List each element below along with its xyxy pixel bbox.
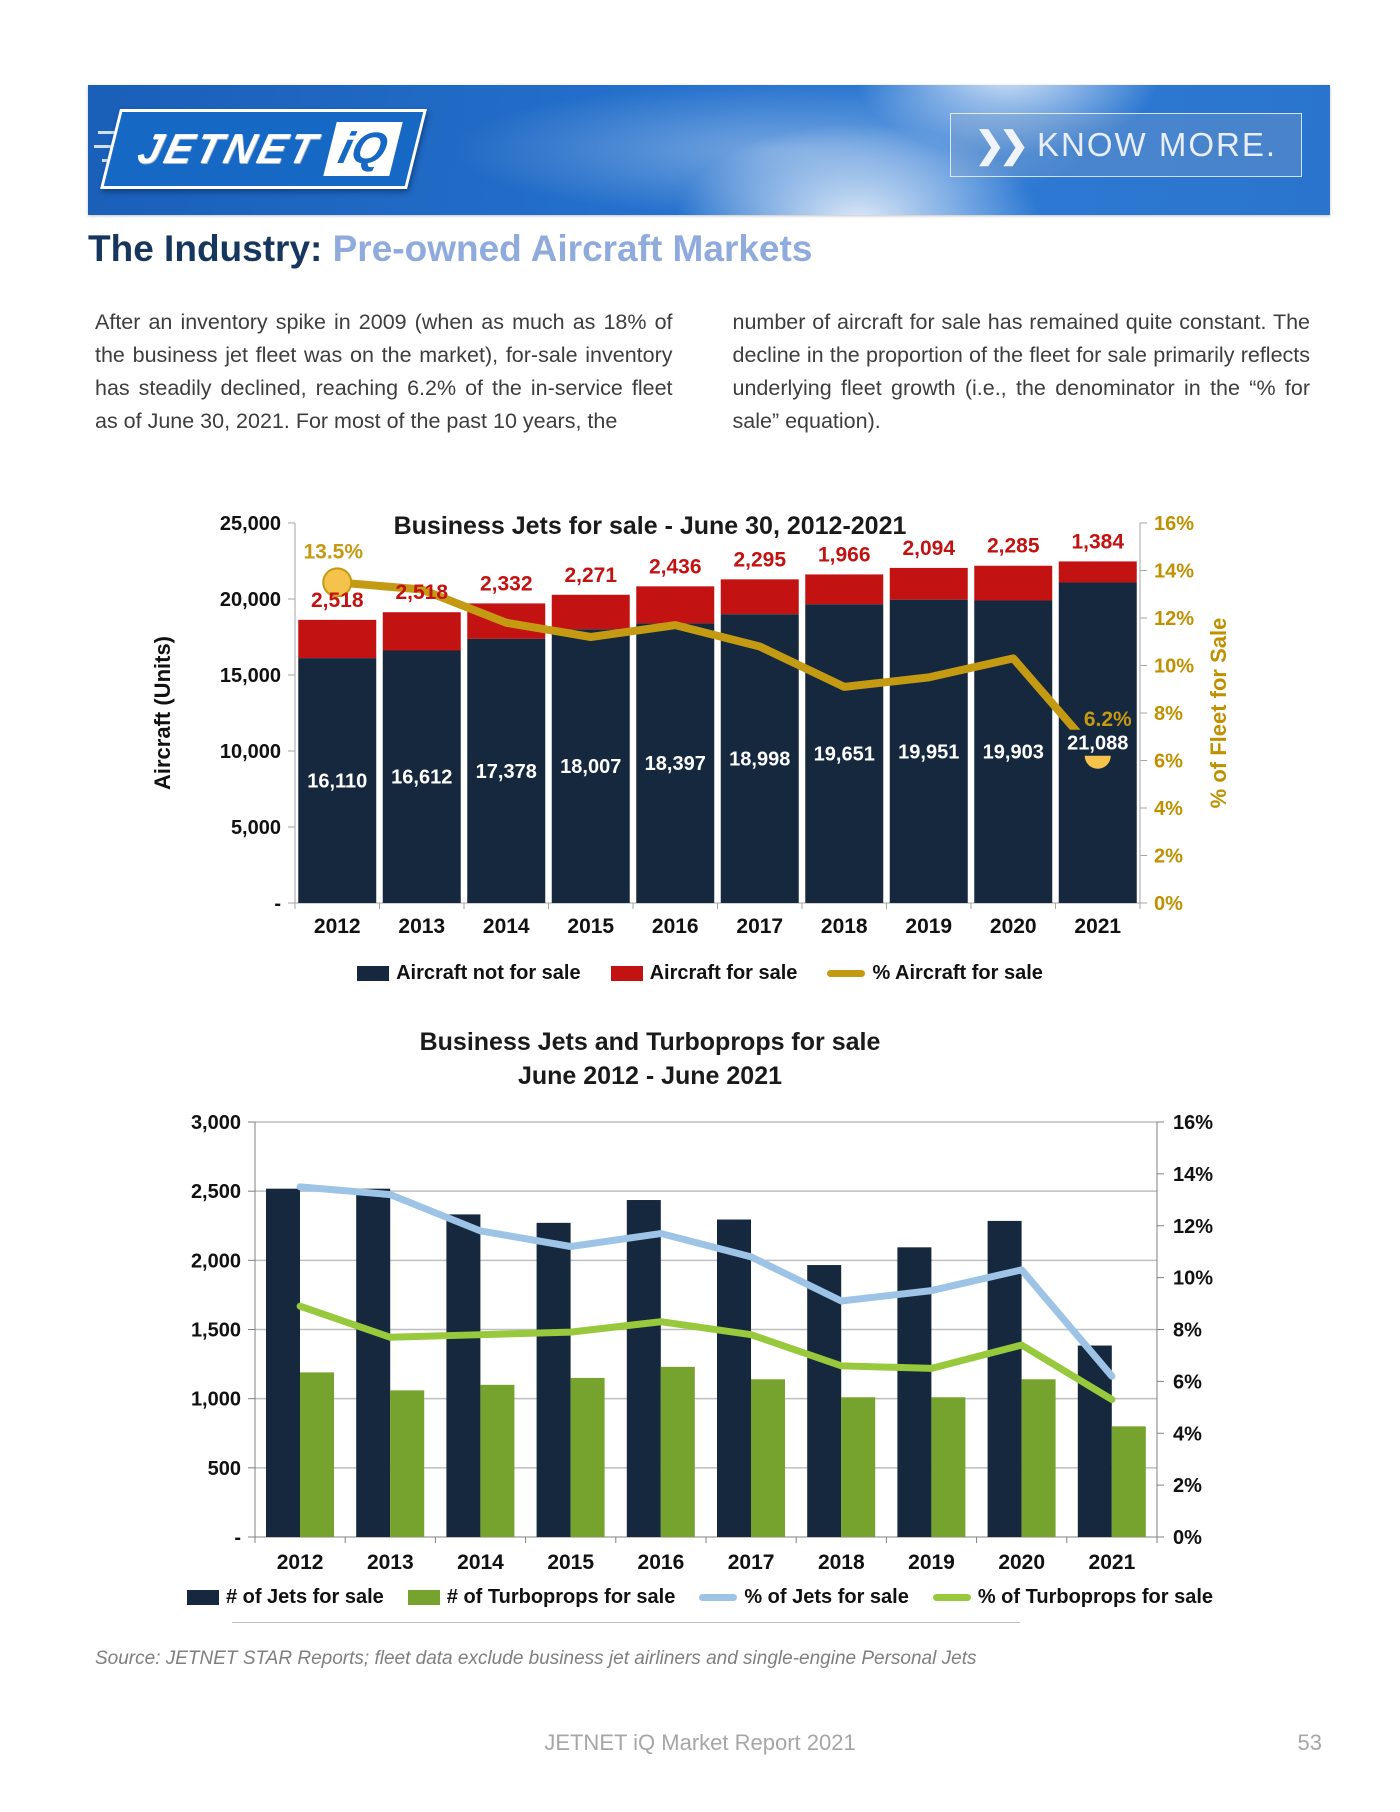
svg-text:1,000: 1,000 <box>190 1388 241 1411</box>
svg-text:3,000: 3,000 <box>190 1112 241 1134</box>
svg-text:8%: 8% <box>1154 703 1183 725</box>
svg-text:18,998: 18,998 <box>729 748 791 771</box>
svg-text:1,384: 1,384 <box>1071 530 1125 554</box>
logo-box <box>100 109 427 189</box>
legend-item <box>699 1586 909 1609</box>
svg-text:16%: 16% <box>1173 1112 1214 1134</box>
chart1-legend <box>140 962 1260 985</box>
legend-bar-swatch <box>408 1590 440 1605</box>
svg-text:2015: 2015 <box>567 915 615 938</box>
svg-text:2014: 2014 <box>482 915 530 938</box>
svg-text:12%: 12% <box>1173 1215 1214 1238</box>
svg-text:2,271: 2,271 <box>564 563 618 587</box>
svg-text:16,110: 16,110 <box>307 770 368 793</box>
legend-item <box>187 1586 384 1609</box>
svg-text:18,397: 18,397 <box>644 753 706 776</box>
svg-text:14%: 14% <box>1173 1163 1214 1186</box>
svg-text:17,378: 17,378 <box>475 760 537 783</box>
footer-page-number: 53 <box>1297 1730 1322 1755</box>
svg-text:14%: 14% <box>1154 560 1195 583</box>
svg-text:2020: 2020 <box>998 1551 1046 1574</box>
legend-label: # of Turboprops for sale <box>446 1586 676 1608</box>
svg-text:19,951: 19,951 <box>898 741 960 764</box>
svg-text:19,651: 19,651 <box>813 743 875 766</box>
svg-text:2,285: 2,285 <box>986 534 1040 558</box>
svg-text:2018: 2018 <box>817 1551 865 1574</box>
body-text <box>95 306 1310 438</box>
svg-text:2%: 2% <box>1154 845 1183 868</box>
chart2-title-line2: June 2012 - June 2021 <box>517 1062 783 1090</box>
svg-text:16%: 16% <box>1154 513 1195 535</box>
logo-jetnet-text: JETNET <box>133 125 325 172</box>
svg-text:% of Fleet for Sale: % of Fleet for Sale <box>1206 617 1231 809</box>
legend-label: Aircraft not for sale <box>396 962 581 984</box>
svg-text:2013: 2013 <box>398 915 446 938</box>
svg-text:0%: 0% <box>1154 893 1183 915</box>
svg-text:2,518: 2,518 <box>310 588 364 612</box>
svg-text:Aircraft (Units): Aircraft (Units) <box>150 635 175 791</box>
chart1-title: Business Jets for sale - June 30, 2012-2021 <box>393 512 907 540</box>
page-title-highlight: Pre-owned Aircraft Markets <box>332 228 813 269</box>
svg-text:2020: 2020 <box>989 915 1037 938</box>
svg-text:15,000: 15,000 <box>219 665 281 687</box>
svg-text:1,966: 1,966 <box>817 543 871 567</box>
chart2-jets-turboprops-for-sale <box>140 1102 1260 1580</box>
chart1-business-jets-for-sale <box>140 498 1260 956</box>
svg-text:2016: 2016 <box>637 1551 685 1574</box>
legend-line-swatch <box>699 1594 737 1601</box>
jetnet-iq-logo <box>110 99 417 199</box>
svg-text:6%: 6% <box>1173 1371 1202 1394</box>
legend-bar-swatch <box>187 1590 219 1605</box>
know-more-badge <box>950 113 1302 177</box>
svg-text:2,518: 2,518 <box>395 581 449 605</box>
svg-text:2018: 2018 <box>820 915 868 938</box>
svg-text:2019: 2019 <box>905 915 953 938</box>
svg-text:4%: 4% <box>1173 1423 1202 1446</box>
legend-label: % Aircraft for sale <box>872 962 1043 984</box>
svg-text:2021: 2021 <box>1074 915 1122 938</box>
svg-text:2017: 2017 <box>727 1551 775 1574</box>
svg-text:21,088: 21,088 <box>1067 732 1129 755</box>
legend-label: % of Jets for sale <box>744 1586 909 1608</box>
svg-text:-: - <box>234 1527 241 1549</box>
svg-text:10%: 10% <box>1154 655 1195 678</box>
body-column-left: After an inventory spike in 2009 (when as much as 18% of the business jet fleet was on the market), for-sale inventory has steadily declined, reaching 6.2% of the in-service fleet as of June 30, 2021. For most of the past 10 years, the <box>95 310 673 433</box>
legend-item <box>611 962 798 985</box>
svg-text:2013: 2013 <box>366 1551 414 1574</box>
legend-line-swatch <box>827 970 865 977</box>
svg-text:20,000: 20,000 <box>219 589 281 611</box>
svg-text:2012: 2012 <box>276 1551 324 1574</box>
chart2-bottom-rule <box>232 1622 1020 1623</box>
legend-item <box>408 1586 676 1609</box>
svg-text:2,332: 2,332 <box>479 572 533 596</box>
svg-text:10,000: 10,000 <box>219 741 281 763</box>
svg-text:-: - <box>274 893 281 915</box>
svg-text:18,007: 18,007 <box>560 756 622 779</box>
svg-text:500: 500 <box>207 1457 241 1480</box>
source-note: Source: JETNET STAR Reports; fleet data exclude business jet airliners and single-engine Personal Jets <box>95 1648 977 1669</box>
legend-item <box>827 962 1042 985</box>
svg-text:16,612: 16,612 <box>391 766 453 789</box>
svg-text:2019: 2019 <box>908 1551 955 1574</box>
svg-text:2014: 2014 <box>457 1551 504 1574</box>
svg-text:2012: 2012 <box>313 915 361 938</box>
svg-text:2015: 2015 <box>547 1551 595 1574</box>
svg-text:1,500: 1,500 <box>190 1319 241 1342</box>
legend-item <box>357 962 580 985</box>
svg-text:0%: 0% <box>1173 1527 1202 1549</box>
page-title-prefix: The Industry: <box>88 228 333 269</box>
svg-text:6.2%: 6.2% <box>1083 707 1132 731</box>
svg-text:2017: 2017 <box>736 915 784 938</box>
svg-text:5,000: 5,000 <box>230 817 281 839</box>
know-more-text: KNOW MORE. <box>1037 126 1277 163</box>
svg-text:2%: 2% <box>1173 1475 1202 1498</box>
svg-text:2016: 2016 <box>651 915 699 938</box>
legend-item <box>933 1586 1213 1609</box>
logo-iq-box <box>323 122 403 176</box>
legend-label: # of Jets for sale <box>225 1586 384 1608</box>
double-chevron-icon: ❯❯ <box>974 124 1023 165</box>
legend-label: % of Turboprops for sale <box>977 1586 1214 1608</box>
svg-text:6%: 6% <box>1154 750 1183 773</box>
legend-label: Aircraft for sale <box>649 962 798 984</box>
svg-text:12%: 12% <box>1154 608 1195 630</box>
svg-text:10%: 10% <box>1173 1267 1214 1290</box>
svg-text:2,436: 2,436 <box>648 555 702 579</box>
legend-bar-swatch <box>357 966 389 981</box>
svg-text:25,000: 25,000 <box>219 513 281 535</box>
body-column-right: number of aircraft for sale has remained quite constant. The decline in the proportion of the fleet for sale primarily reflects underlying fleet growth (i.e., the denominator in the “% for sale” equation). <box>732 310 1310 433</box>
legend-bar-swatch <box>611 966 643 981</box>
svg-text:2,295: 2,295 <box>733 548 787 572</box>
chart2-legend <box>140 1586 1260 1609</box>
footer-report-name: JETNET iQ Market Report 2021 <box>544 1730 856 1755</box>
svg-text:2,500: 2,500 <box>190 1181 241 1204</box>
svg-text:2,000: 2,000 <box>190 1250 241 1273</box>
header-banner <box>88 85 1330 215</box>
svg-text:2021: 2021 <box>1088 1551 1136 1574</box>
logo-iq-text: iQ <box>334 124 393 173</box>
svg-text:2,094: 2,094 <box>902 536 956 560</box>
svg-text:4%: 4% <box>1154 798 1183 820</box>
page-title <box>88 228 812 270</box>
svg-text:13.5%: 13.5% <box>303 540 364 564</box>
chart2-title-line1: Business Jets and Turboprops for sale <box>419 1028 881 1056</box>
legend-line-swatch <box>933 1594 971 1601</box>
svg-text:8%: 8% <box>1173 1319 1202 1342</box>
svg-text:19,903: 19,903 <box>982 741 1044 764</box>
